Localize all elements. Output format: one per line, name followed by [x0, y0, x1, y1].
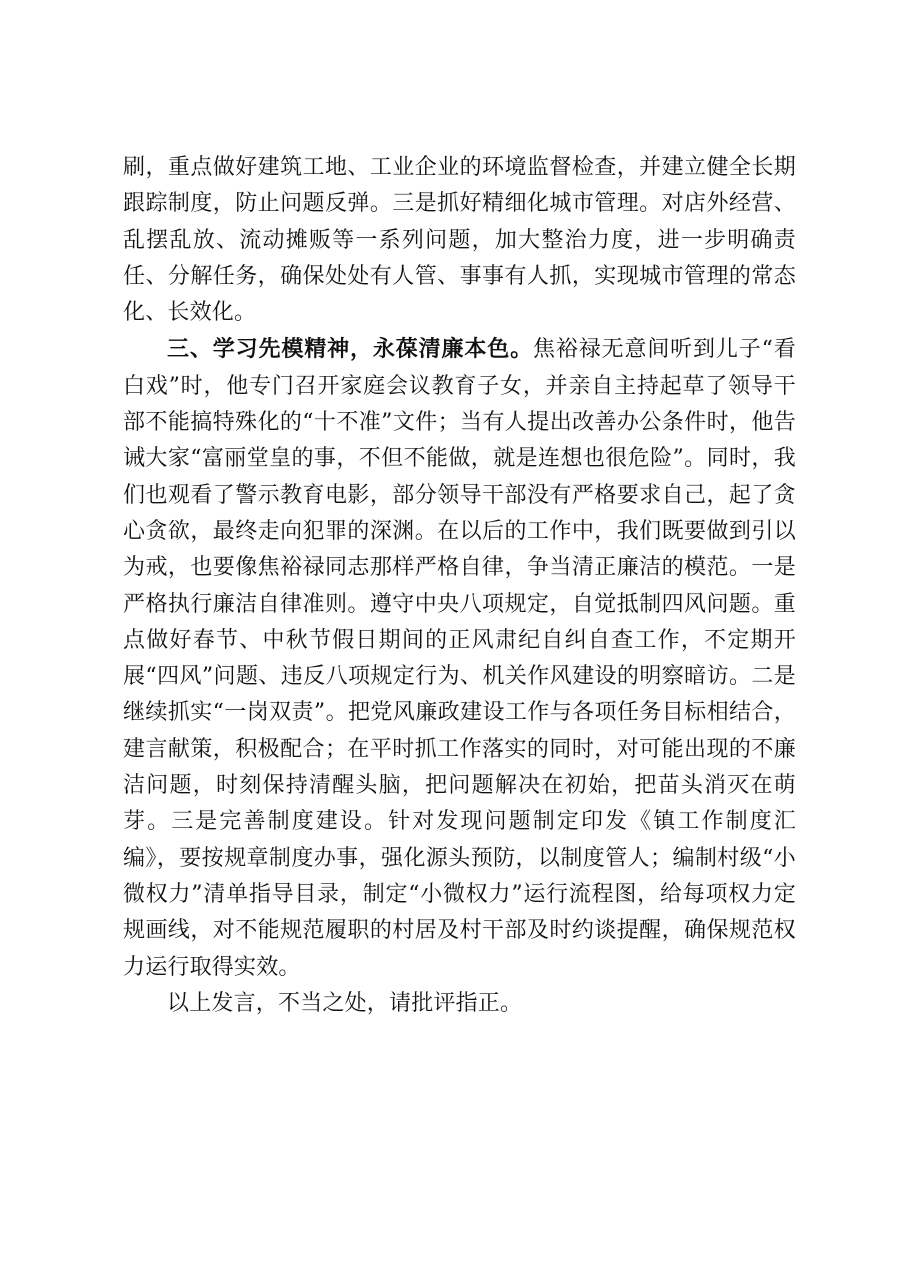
paragraph-closing: 以上发言，不当之处，请批评指正。 — [167, 990, 523, 1016]
paragraph-section-three — [123, 331, 796, 985]
section-three-heading: 三、学习先模精神，永葆清廉本色。 — [167, 336, 533, 363]
document-body — [123, 150, 796, 1022]
paragraph-continuation: 刷，重点做好建筑工地、工业企业的环境监督检查，并建立健全长期跟踪制度，防止问题反弹。三是抓好精细化城市管理。对店外经营、乱摆乱放、流动摊贩等一系列问题，加大整治力度，进一步明确责任、分解任务，确保处处有人管、事事有人抓，实现城市管理的常态化、长效化。 — [123, 155, 796, 326]
section-three-body: 焦裕禄无意间听到儿子“看白戏”时，他专门召开家庭会议教育子女，并亲自主持起草了领导干部不能搞特殊化的“十不准”文件；当有人提出改善办公条件时，他告诫大家“富丽堂皇的事，不但不能做，就是连想也很危险”。同时，我们也观看了警示教育电影，部分领导干部没有严格要求自己，起了贪心贪欲，最终走向犯罪的深渊。在以后的工作中，我们既要做到引以为戒，也要像焦裕禄同志那样严格自律，争当清正廉洁的模范。一是严格执行廉洁自律准则。遵守中央八项规定，自觉抵制四风问题。重点做好春节、中秋节假日期间的正风肃纪自纠自查工作，不定期开展“四风”问题、违反八项规定行为、机关作风建设的明察暗访。二是继续抓实“一岗双责”。把党风廉政建设工作与各项任务目标相结合，建言献策，积极配合；在平时抓工作落实的同时，对可能出现的不廉洁问题，时刻保持清醒头脑，把问题解决在初始，把苗头消灭在萌芽。三是完善制度建设。针对发现问题制定印发《镇工作制度汇编》，要按规章制度办事，强化源头预防，以制度管人；编制村级“小微权力”清单指导目录，制定“小微权力”运行流程图，给每项权力定规画线，对不能规范履职的村居及村干部及时约谈提醒，确保规范权力运行取得实效。 — [123, 337, 796, 980]
